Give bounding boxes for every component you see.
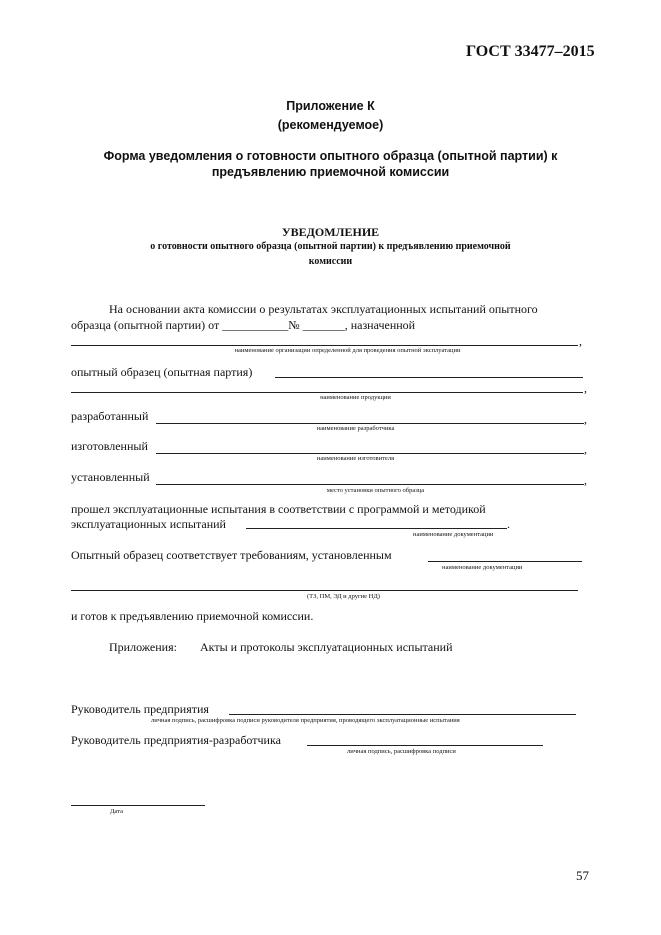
dev-signature-caption: личная подпись, расшифровка подписи [347,748,456,755]
caption-org: наименование организации определенной для проведения опытной эксплуатации [234,347,461,354]
notice-title: УВЕДОМЛЕНИЕ [281,225,380,239]
p1-line2: образца (опытной партии) от ___________№ _______, назначенной [71,318,416,332]
comma-2: , [584,381,587,395]
tu-field-line[interactable] [71,590,578,591]
head-signature-caption: личная подпись, расшифровка подписи руководителя предприятия, проводящего эксплуатационные испытания [151,717,460,724]
period-1: . [507,517,510,531]
caption-product: наименование продукции [320,394,391,401]
attachments-label: Приложения: [109,640,177,654]
date-line[interactable] [71,805,205,806]
doc2-field-line[interactable] [428,561,582,562]
sample-field-line[interactable] [275,377,583,378]
manufacturer-field-line[interactable] [156,453,584,454]
form-title-line1: Форма уведомления о готовности опытного образца (опытной партии) к [103,149,558,163]
product-field-line[interactable] [71,392,583,393]
comma-1: , [579,334,582,348]
gost-number: ГОСТ 33477–2015 [466,43,595,60]
head-signature-line[interactable] [229,714,576,715]
appendix-title: Приложение К [286,99,375,113]
passed-line1: прошел эксплуатационные испытания в соответствии с программой и методикой [71,502,486,516]
caption-doc2: наименование документации [442,564,523,571]
notice-subtitle-line1: о готовности опытного образца (опытной партии) к предъявлению приемочной [150,241,511,252]
location-field-line[interactable] [156,484,584,485]
caption-developer: наименование разработчика [316,425,395,432]
developer-field-line[interactable] [156,423,584,424]
form-title-line2: предъявлению приемочной комиссии [211,165,450,179]
date-caption: Дата [110,808,123,815]
dev-signature-label: Руководитель предприятия-разработчика [71,733,281,747]
dev-signature-line[interactable] [307,745,543,746]
p1-line1: На основании акта комиссии о результатах эксплуатационных испытаний опытного [109,302,538,316]
ready-text: и готов к предъявлению приемочной комиссии. [71,609,314,623]
developed-label: разработанный [71,409,149,423]
manufactured-label: изготовленный [71,439,148,453]
caption-manufacturer: наименование изготовителя [316,455,395,462]
comma-4: , [584,442,587,456]
attachments-value: Акты и протоколы эксплуатационных испытаний [200,640,453,654]
head-signature-label: Руководитель предприятия [71,702,209,716]
passed-line2: эксплуатационных испытаний [71,517,226,531]
doc1-field-line[interactable] [246,528,507,529]
page-number: 57 [576,868,589,883]
org-field-line[interactable] [71,345,578,346]
appendix-subtitle: (рекомендуемое) [277,118,384,132]
caption-location: место установки опытного образца [326,487,425,494]
notice-subtitle-line2: комиссии [308,256,353,267]
complies-label: Опытный образец соответствует требованиям, установленным [71,548,392,562]
caption-doc1: наименование документации [413,531,494,538]
comma-3: , [584,412,587,426]
comma-5: , [584,473,587,487]
installed-label: установленный [71,470,150,484]
caption-tu: (ТЗ, ПМ, ЭД и другие НД) [307,593,380,600]
sample-label: опытный образец (опытная партия) [71,365,253,379]
